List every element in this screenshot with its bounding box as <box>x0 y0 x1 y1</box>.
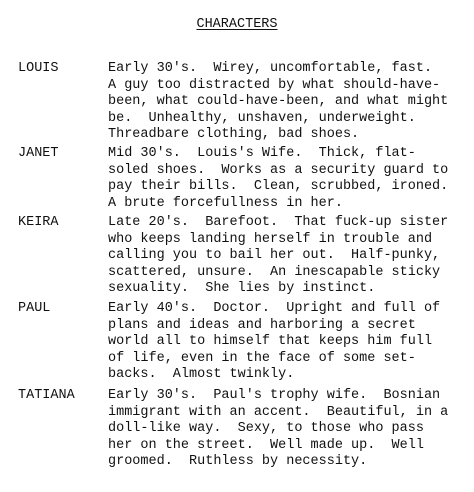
description-line: world all to himself that keeps him full <box>108 334 433 349</box>
character-description <box>108 301 440 384</box>
character-description <box>108 146 448 212</box>
description-line: groomed. Ruthless by necessity. <box>108 454 368 469</box>
character-name: KEIRA <box>18 215 59 230</box>
description-line: Mid 30's. Louis's Wife. Thick, flat- <box>108 146 416 161</box>
description-line: plans and ideas and harboring a secret <box>108 317 416 333</box>
description-line: backs. Almost twinkly. <box>108 367 295 382</box>
description-line: scattered, unsure. An inescapable sticky <box>108 264 441 280</box>
character-name: JANET <box>18 146 59 161</box>
description-line: soled shoes. Works as a security guard to <box>108 162 449 178</box>
description-line: Late 20's. Barefoot. That fuck-up sister <box>108 215 449 230</box>
description-line: sexuality. She lies by instinct. <box>108 281 376 296</box>
description-line: doll-like way. Sexy, to those who pass <box>108 421 424 436</box>
description-line: pay their bills. Clean, scrubbed, ironed. <box>108 179 449 194</box>
description-line: be. Unhealthy, unshaven, underweight. <box>108 110 416 126</box>
character-description <box>108 61 448 144</box>
character-name: LOUIS <box>18 61 59 76</box>
character-name: PAUL <box>18 301 51 316</box>
character-name: TATIANA <box>18 388 75 403</box>
description-line: of life, even in the face of some set- <box>108 350 416 366</box>
description-line: A brute forcefullness in her. <box>108 195 343 211</box>
description-line: Early 40's. Doctor. Upright and full of <box>108 301 441 316</box>
description-line: who keeps landing herself in trouble and <box>108 231 433 247</box>
description-line: calling you to bail her out. Half-punky, <box>108 248 441 263</box>
description-line: Threadbare clothing, bad shoes. <box>108 127 360 142</box>
description-line: been, what could-have-been, and what might <box>108 94 449 109</box>
description-line: her on the street. Well made up. Well <box>108 437 424 453</box>
description-line: A guy too distracted by what should-have- <box>108 77 441 93</box>
description-line: Early 30's. Paul's trophy wife. Bosnian <box>108 388 441 403</box>
character-description <box>108 215 448 298</box>
description-line: Early 30's. Wirey, uncomfortable, fast. <box>108 61 433 76</box>
page-title: CHARACTERS <box>196 17 278 32</box>
character-description <box>108 388 448 471</box>
description-line: immigrant with an accent. Beautiful, in a <box>108 404 449 420</box>
